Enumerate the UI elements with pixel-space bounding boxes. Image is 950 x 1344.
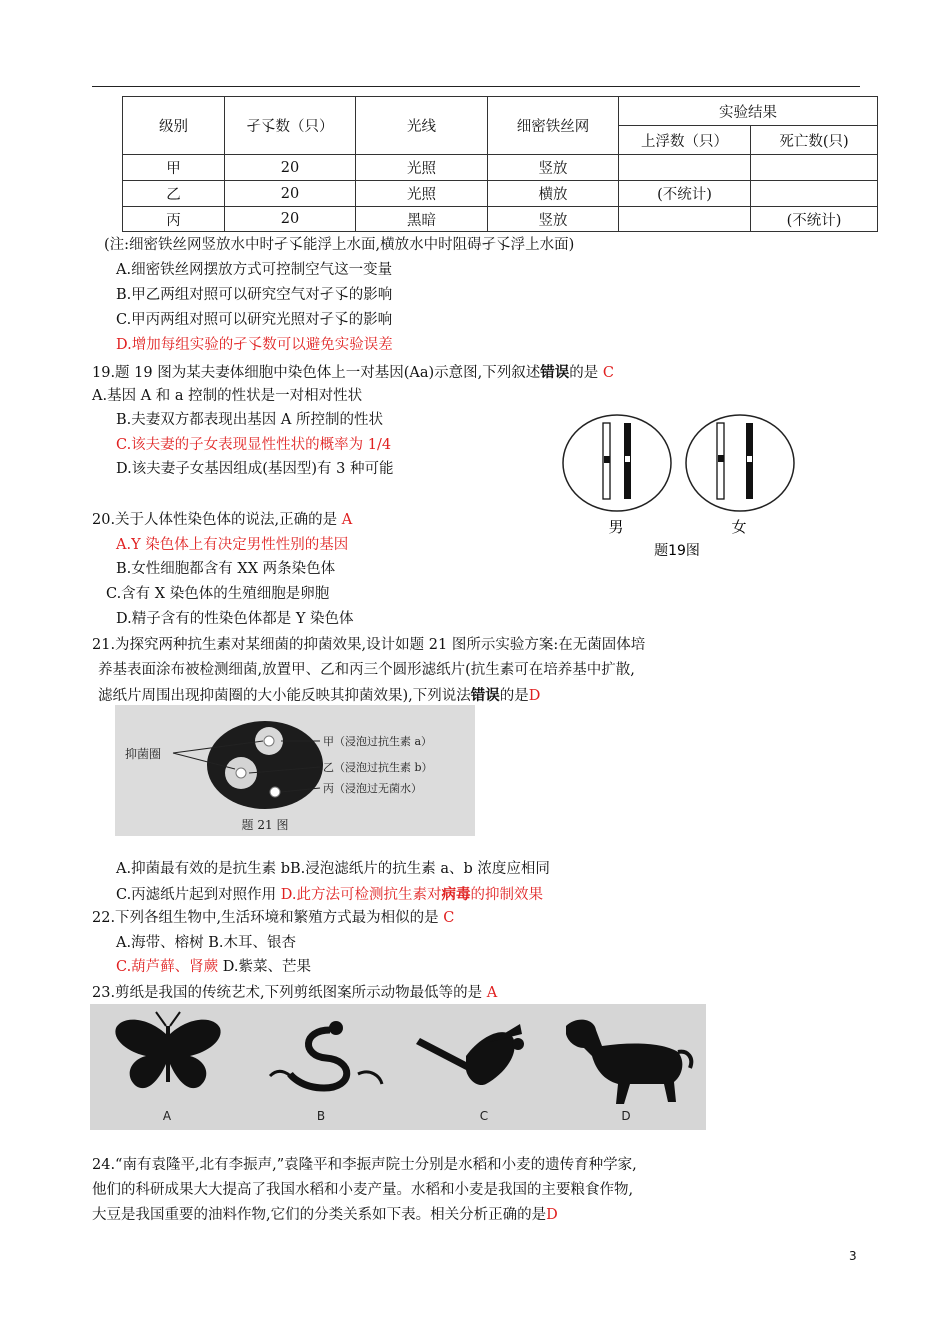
papercut-label-a: A <box>162 1109 172 1123</box>
q18-option-b: B.甲乙两组对照可以研究空气对孑孓的影响 <box>116 287 393 303</box>
q19-option-a: A.基因 A 和 a 控制的性状是一对相对性状 <box>92 388 363 404</box>
q23-papercut-figure <box>90 1004 706 1130</box>
q21-options-cd: C.丙滤纸片起到对照作用 D.此方法可检测抗生素对病毒的抑制效果 <box>116 886 544 903</box>
q21-petri-figure <box>115 705 475 836</box>
q20-stem: 20.关于人体性染色体的说法,正确的是 A <box>92 512 353 528</box>
q19-stem: 19.题 19 图为某夫妻体细胞中染色体上一对基因(Aa)示意图,下列叙述错误的是 C <box>92 364 614 381</box>
q18-option-c: C.甲丙两组对照可以研究光照对孑孓的影响 <box>116 312 393 328</box>
table-row: 乙 20 光照 横放 (不统计) <box>123 181 878 207</box>
q24-stem-line1: 24.“南有袁隆平,北有李振声,”袁隆平和李振声院士分别是水稻和小麦的遗传育种学家, <box>92 1157 637 1173</box>
table-note: (注:细密铁丝网竖放水中时孑孓能浮上水面,横放水中时阻碍孑孓浮上水面) <box>104 237 575 253</box>
th-mesh: 细密铁丝网 <box>488 97 619 155</box>
q19-option-c: C.该夫妻的子女表现显性性状的概率为 1/4 <box>116 437 392 453</box>
header-rule <box>92 86 860 87</box>
table-row: 丙 20 黑暗 竖放 (不统计) <box>123 207 878 232</box>
fig-label-female: 女 <box>731 518 747 536</box>
table-row: 甲 20 光照 竖放 <box>123 155 878 181</box>
q20-option-a: A.Y 染色体上有决定男性性别的基因 <box>116 537 349 553</box>
q19-option-d: D.该夫妻子女基因组成(基因型)有 3 种可能 <box>116 461 394 477</box>
fig-label-inhibition-zone: 抑菌圈 <box>125 747 162 761</box>
fig21-caption: 题 21 图 <box>241 818 289 832</box>
fig-label-bing: 丙（浸泡过无菌水） <box>323 782 422 795</box>
q18-option-a: A.细密铁丝网摆放方式可控制空气这一变量 <box>116 262 393 278</box>
th-dead: 死亡数(只) <box>751 126 878 155</box>
q22-stem: 22.下列各组生物中,生活环境和繁殖方式最为相似的是 C <box>92 910 455 926</box>
papercut-label-c: C <box>479 1109 489 1123</box>
th-float: 上浮数（只） <box>619 126 751 155</box>
q18-option-d: D.增加每组实验的孑孓数可以避免实验误差 <box>116 337 393 353</box>
fig-label-male: 男 <box>608 518 624 536</box>
q20-option-d: D.精子含有的性染色体都是 Y 染色体 <box>116 611 354 627</box>
q20-option-c: C.含有 X 染色体的生殖细胞是卵胞 <box>106 586 330 602</box>
papercut-label-d: D <box>621 1109 631 1123</box>
th-light: 光线 <box>356 97 488 155</box>
q21-stem-line3: 滤纸片周围出现抑菌圈的大小能反映其抑菌效果),下列说法错误的是D <box>98 687 541 704</box>
fig-label-yi: 乙（浸泡过抗生素 b） <box>323 761 433 774</box>
experiment-table <box>122 96 878 232</box>
q19-chromosome-figure <box>560 412 810 562</box>
papercut-label-b: B <box>316 1109 326 1123</box>
th-group: 级别 <box>123 97 225 155</box>
q24-stem-line3: 大豆是我国重要的油料作物,它们的分类关系如下表。相关分析正确的是D <box>92 1207 558 1223</box>
th-result: 实验结果 <box>619 97 878 126</box>
q21-stem-line1: 21.为探究两种抗生素对某细菌的抑菌效果,设计如题 21 图所示实验方案:在无菌固体培 <box>92 637 646 653</box>
q21-options-ab: A.抑菌最有效的是抗生素 bB.浸泡滤纸片的抗生素 a、b 浓度应相同 <box>116 861 550 877</box>
q24-stem-line2: 他们的科研成果大大提高了我国水稻和小麦产量。水稻和小麦是我国的主要粮食作物, <box>92 1182 634 1198</box>
q21-stem-line2: 养基表面涂布被检测细菌,放置甲、乙和丙三个圆形滤纸片(抗生素可在培养基中扩散, <box>98 662 635 678</box>
fig19-caption: 题19图 <box>654 543 700 559</box>
q20-option-b: B.女性细胞都含有 XX 两条染色体 <box>116 561 336 577</box>
q23-stem: 23.剪纸是我国的传统艺术,下列剪纸图案所示动物最低等的是 A <box>92 985 498 1001</box>
q22-options-cd: C.葫芦藓、肾蕨 D.紫菜、芒果 <box>116 959 312 975</box>
q22-options-ab: A.海带、榕树 B.木耳、银杏 <box>116 935 296 951</box>
q19-option-b: B.夫妻双方都表现出基因 A 所控制的性状 <box>116 412 383 428</box>
fig-label-jia: 甲（浸泡过抗生素 a） <box>323 735 433 748</box>
th-count: 孑孓数（只） <box>225 97 356 155</box>
page-number: 3 <box>849 1249 857 1263</box>
